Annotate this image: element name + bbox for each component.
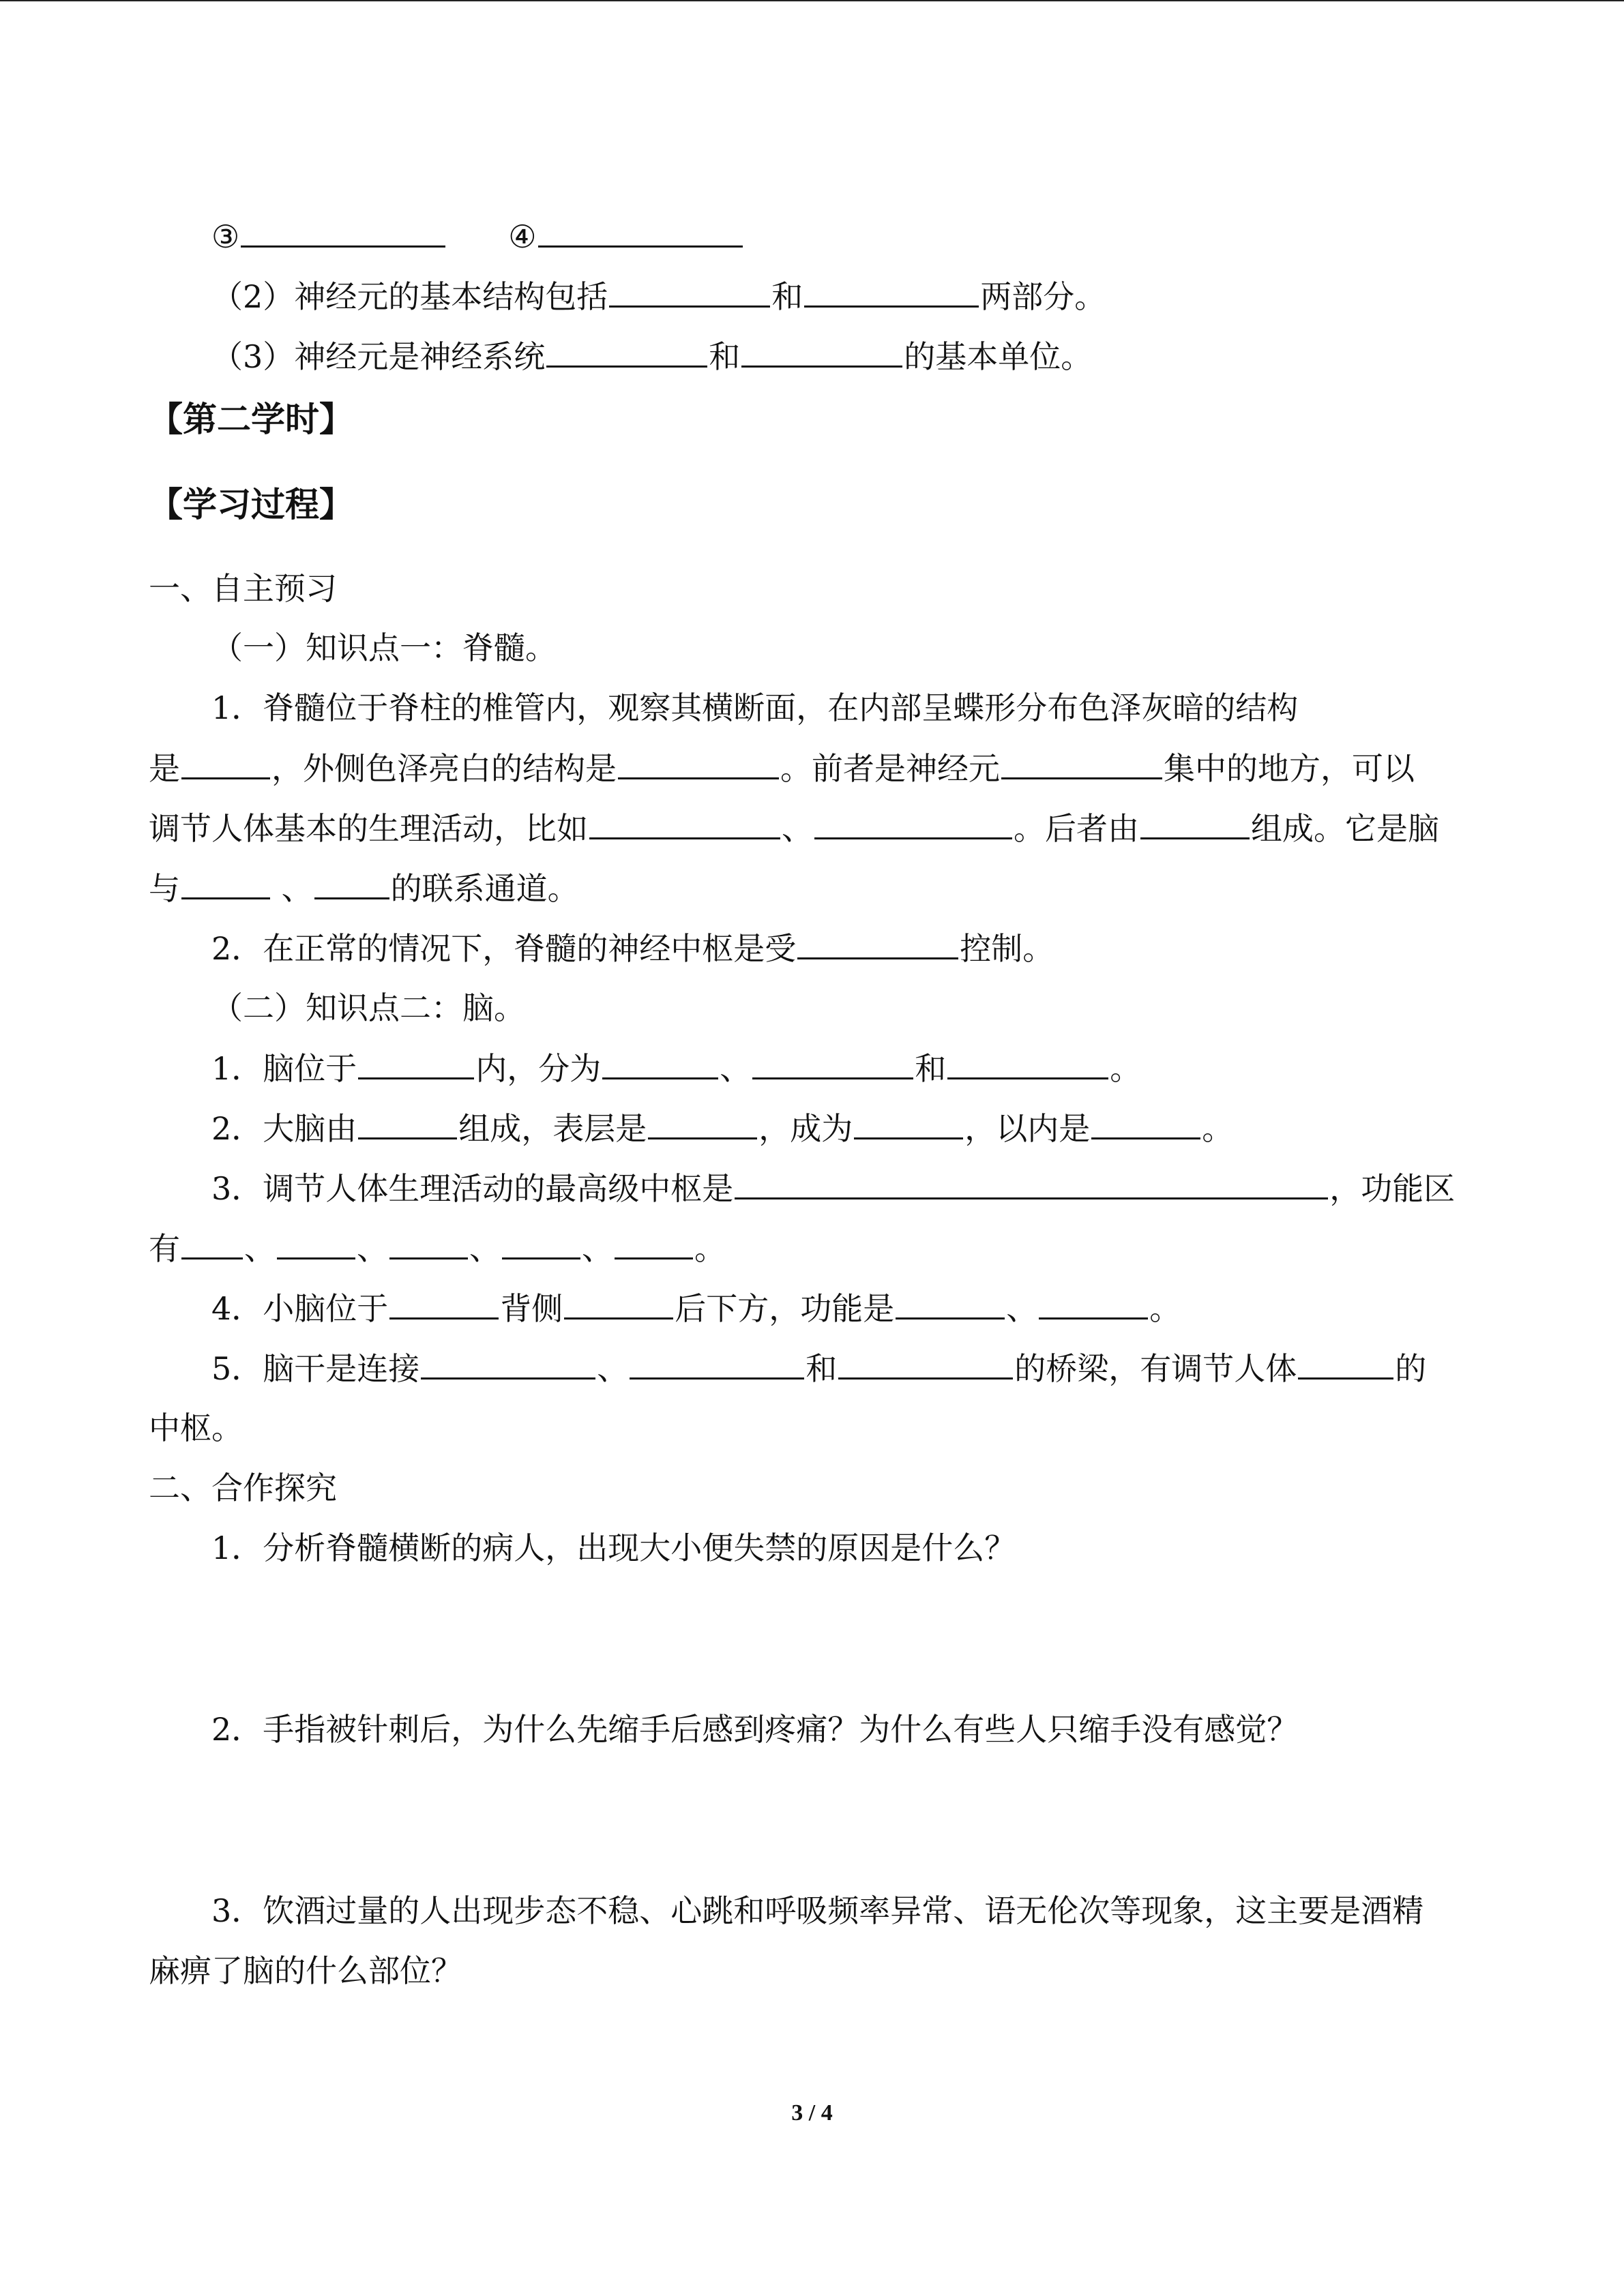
question-text: 、 [720,1050,752,1087]
kp1-q1-line-1: 1．脊髓位于脊柱的椎管内，观察其横断面，在内部呈蝶形分布色泽灰暗的结构 [211,689,1299,726]
blank[interactable] [1140,807,1250,839]
question-text: 控制。 [960,930,1054,967]
blank[interactable] [421,1347,595,1380]
circle-3-label: ③ [211,218,240,255]
blank[interactable] [814,807,1012,839]
kp2-q1-line [211,1047,1141,1089]
blank[interactable] [277,1227,355,1259]
question-text: 、 [782,810,813,847]
question-text: 5．脑干是连接 [211,1350,420,1387]
section-title-self-study: 一、自主预习 [149,570,337,607]
question-text: 。 [1110,1050,1142,1087]
kp2-q3-line-2 [149,1227,726,1269]
inquiry-question-3-line-1: 3．饮酒过量的人出现步态不稳、心跳和呼吸频率异常、语无伦次等现象，这主要是酒精 [211,1892,1424,1929]
blank[interactable] [741,336,902,368]
blank[interactable] [648,1107,757,1139]
blank[interactable] [618,747,779,779]
blank[interactable] [181,747,270,779]
question-text: 和 [806,1350,838,1387]
kp2-q5-line-1 [211,1347,1426,1389]
blank[interactable] [1298,1347,1393,1380]
separator: 、 [582,1230,613,1267]
blank[interactable] [181,1227,243,1259]
question-text: ，外侧色泽亮白的结构是 [271,750,617,787]
question-text: 和 [709,338,741,375]
circle-4-label: ④ [508,218,537,255]
blank[interactable] [735,1167,1328,1199]
question-text: 组成。它是脑 [1251,810,1439,847]
question-text: 后下方，功能是 [675,1290,895,1327]
question-text: 内，分为 [475,1050,602,1087]
question-text: 。 [1149,1290,1181,1327]
blank[interactable] [1091,1107,1200,1139]
blank[interactable] [854,1107,963,1139]
blank[interactable] [609,275,770,308]
page-number: 3 / 4 [791,2100,833,2126]
blank[interactable] [615,1227,693,1259]
page-top-border [0,0,1624,1]
inquiry-question-1: 1．分析脊髓横断的病人，出现大小便失禁的原因是什么？ [211,1530,1016,1566]
question-text: 的桥梁，有调节人体 [1014,1350,1297,1387]
inquiry-question-3-line-2: 麻痹了脑的什么部位？ [149,1952,462,1989]
blank[interactable] [314,867,389,899]
blank[interactable] [1001,747,1162,779]
blank[interactable] [564,1287,673,1320]
blank[interactable] [752,1047,913,1079]
separator: 。 [694,1230,726,1267]
blank-4[interactable] [538,215,743,248]
blank[interactable] [804,275,979,308]
knowledge-point-1-title: （一）知识点一：脊髓。 [211,629,557,666]
question-text: 1．脑位于 [211,1050,357,1087]
question-text: 集中的地方，可以 [1164,750,1415,787]
answer-line-3-4 [211,215,744,257]
question-text: 。前者是神经元 [780,750,1000,787]
kp2-q4-line [211,1287,1181,1329]
inquiry-question-2: 2．手指被针刺后，为什么先缩手后感到疼痛？为什么有些人只缩手没有感觉？ [211,1711,1299,1748]
blank[interactable] [896,1287,1005,1320]
separator: 、 [469,1230,501,1267]
question-text: 、 [1006,1290,1038,1327]
question-text: 有 [149,1230,180,1267]
kp1-q1-line-4 [149,867,579,909]
question-text: 2．在正常的情况下，脊髓的神经中枢是受 [211,930,797,967]
question-text: 的 [1395,1350,1427,1387]
question-text: 调节人体基本的生理活动，比如 [149,810,588,847]
blank[interactable] [602,1047,718,1079]
kp1-q1-line-2 [149,747,1415,789]
blank[interactable] [358,1107,457,1139]
question-text: 4．小脑位于 [211,1290,389,1327]
question-2-line [211,275,1106,317]
kp1-q2-line [211,927,1054,969]
question-text: 、 [271,870,313,907]
question-text: 3．调节人体生理活动的最高级中枢是 [211,1170,734,1207]
question-text: ，成为 [758,1110,853,1147]
separator: 、 [244,1230,276,1267]
separator: 、 [357,1230,388,1267]
heading-learning-process: 【学习过程】 [149,485,353,524]
question-text: 。 [1202,1110,1234,1147]
kp1-q1-line-3 [149,807,1439,849]
question-text: ，以内是 [964,1110,1091,1147]
question-text: 两部分。 [980,278,1106,315]
blank[interactable] [389,1287,499,1320]
blank[interactable] [797,927,958,959]
question-text: ，功能区 [1329,1170,1456,1207]
question-text: （2）神经元的基本结构包括 [211,278,608,315]
question-text: 的基本单位。 [904,338,1093,375]
question-text: 背侧 [500,1290,563,1327]
heading-lesson-2: 【第二学时】 [149,400,353,439]
question-text: 是 [149,750,180,787]
question-text: （3）神经元是神经系统 [211,338,546,375]
blank[interactable] [947,1047,1108,1079]
blank[interactable] [546,336,707,368]
question-text: 2．大脑由 [211,1110,357,1147]
question-text: 和 [915,1050,947,1087]
question-3-line [211,336,1092,377]
question-text: 和 [771,278,803,315]
blank[interactable] [589,807,780,839]
knowledge-point-2-title: （二）知识点二：脑。 [211,989,525,1026]
section-title-cooperative-inquiry: 二、合作探究 [149,1470,337,1506]
question-text: 与 [149,870,180,907]
kp2-q3-line-1 [211,1167,1455,1209]
blank[interactable] [1039,1287,1148,1320]
question-text: 的联系通道。 [390,870,579,907]
blank-3[interactable] [241,215,445,248]
question-text: 。后者由 [1014,810,1139,847]
kp2-q5-line-2: 中枢。 [149,1410,243,1446]
blank[interactable] [181,867,270,899]
blank[interactable] [502,1227,580,1259]
question-text: 、 [597,1350,629,1387]
kp2-q2-line [211,1107,1233,1149]
blank[interactable] [630,1347,804,1380]
question-text: 组成，表层是 [458,1110,647,1147]
blank[interactable] [389,1227,468,1259]
blank[interactable] [358,1047,474,1079]
blank[interactable] [838,1347,1013,1380]
